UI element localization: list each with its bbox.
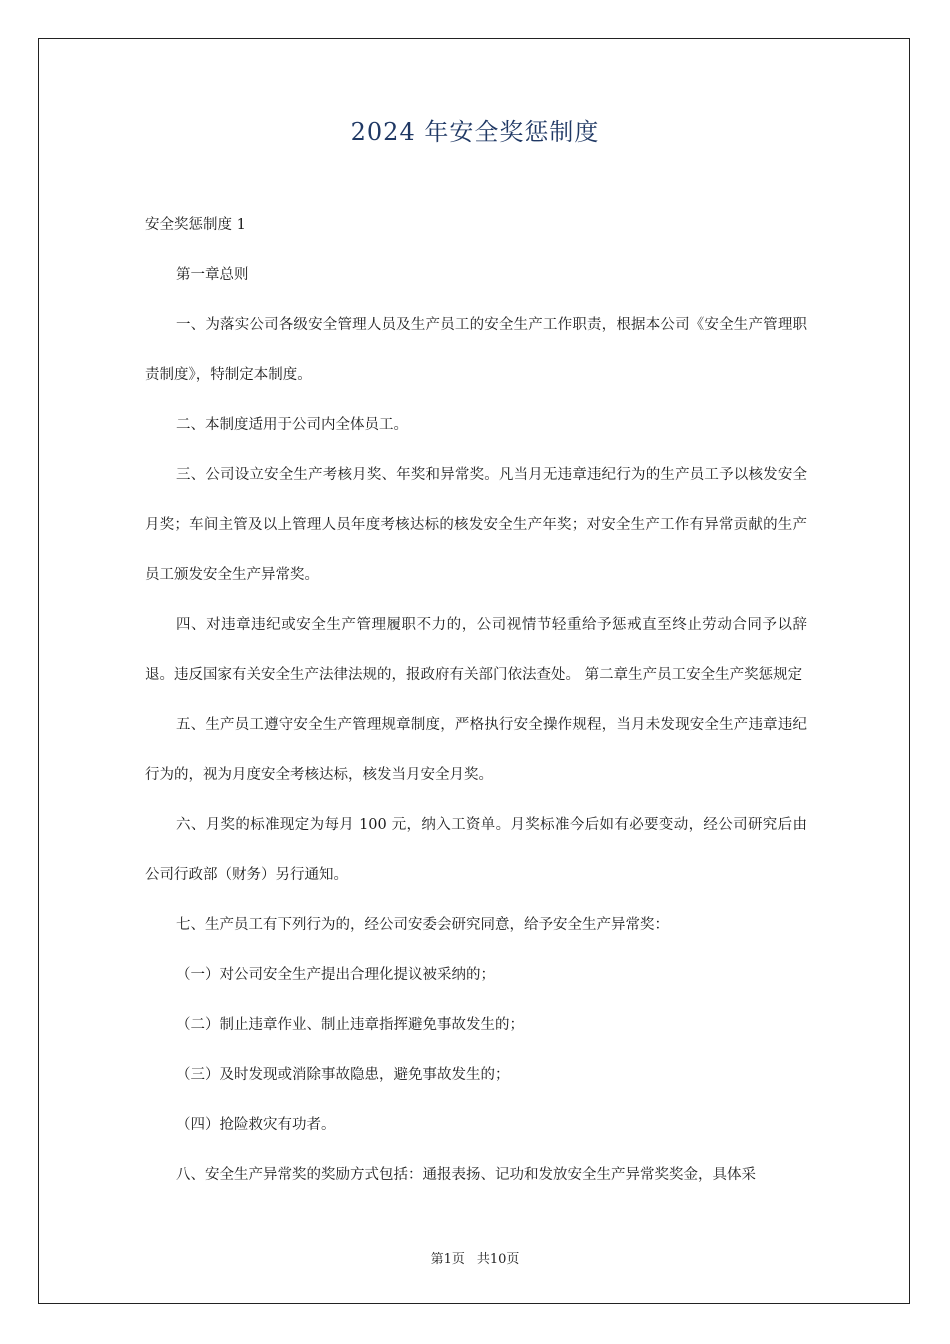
list-item: （二）制止违章作业、制止违章指挥避免事故发生的； [176,1017,524,1033]
document-body [145,200,807,1200]
paragraph: 八、安全生产异常奖的奖励方式包括：通报表扬、记功和发放安全生产异常奖奖金，具体采 [176,1167,756,1183]
page-footer [0,1248,950,1267]
paragraph: 一、为落实公司各级安全管理人员及生产员工的安全生产工作职责，根据本公司《安全生产管理职责制度》，特制定本制度。 [145,317,807,383]
paragraph: 七、生产员工有下列行为的，经公司安委会研究同意，给予安全生产异常奖： [176,917,669,933]
paragraph: 六、月奖的标准现定为每月 100 元，纳入工资单。月奖标准今后如有必要变动，经公司研究后由公司行政部（财务）另行通知。 [145,817,807,883]
section-heading: 安全奖惩制度 1 [145,217,246,233]
paragraph: 三、公司设立安全生产考核月奖、年奖和异常奖。凡当月无违章违纪行为的生产员工予以核发安全月奖；车间主管及以上管理人员年度考核达标的核发安全生产年奖；对安全生产工作有异常贡献的生产员工颁发安全生产异常奖。 [145,467,807,583]
page-number: 第1页 [430,1252,465,1267]
list-item: （一）对公司安全生产提出合理化提议被采纳的； [176,967,495,983]
list-item: （四）抢险救灾有功者。 [176,1117,336,1133]
list-item: （三）及时发现或消除事故隐患，避免事故发生的； [176,1067,510,1083]
paragraph: 四、对违章违纪或安全生产管理履职不力的，公司视情节轻重给予惩戒直至终止劳动合同予以辞退。违反国家有关安全生产法律法规的，报政府有关部门依法查处。 第二章生产员工安全生产奖惩规定 [145,617,807,683]
chapter-heading: 第一章总则 [176,267,249,283]
paragraph: 五、生产员工遵守安全生产管理规章制度，严格执行安全操作规程，当月未发现安全生产违章违纪行为的，视为月度安全考核达标，核发当月安全月奖。 [145,717,807,783]
paragraph: 二、本制度适用于公司内全体员工。 [176,417,408,433]
document-title: 2024 年安全奖惩制度 [350,118,600,146]
page-total: 共10页 [476,1252,520,1267]
